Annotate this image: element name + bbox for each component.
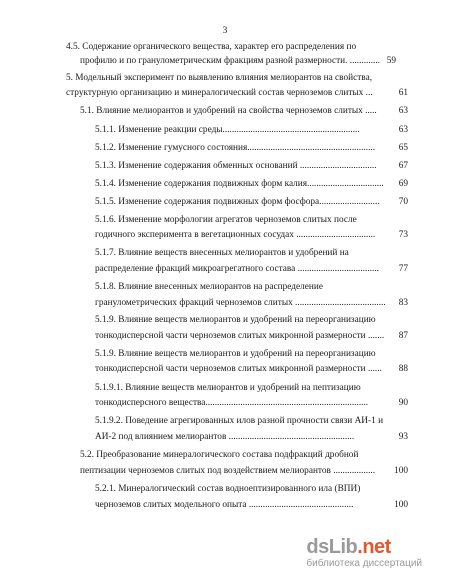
toc-line: 5.1.3. Изменение содержания обменных оснований ................................. 67 [95, 161, 408, 171]
toc-line: тонкодисперсного вещества...................................................................... 90 [95, 398, 408, 408]
toc-line: тонкодисперсной части черноземов слитых микронной размерности ....... 87 [95, 331, 408, 341]
toc-line: гранулометрических фракций черноземов слитых ....................................... 83 [95, 298, 408, 308]
toc-line: 5.2.1. Минералогический состав водноептизированного ила (ВПИ) [95, 484, 361, 494]
toc-line: пептизации черноземов слитых под воздействием мелиорантов .................. 100 [80, 466, 408, 476]
toc-line: 5.1.9. Влияние веществ мелиорантов и удобрений на переорганизацию [95, 315, 376, 325]
toc-line: 5.1.1. Изменение реакции среды........................................................... 63 [95, 125, 408, 135]
watermark-logo: dsLib.net [306, 536, 391, 558]
toc-line: профилю и по гранулометрическим фракциям разной размерности. ............. 59 [80, 56, 396, 66]
toc-line: 5.1.9.2. Поведение агрегированных илов разной прочности связи АИ-1 и [95, 416, 384, 426]
toc-line: 5. Модельный эксперимент по выявлению влияния мелиорантов на свойства, [66, 73, 373, 83]
toc-line: 5.1.8. Влияние внесенных мелиорантов на распределение [95, 282, 323, 292]
toc-line: 5.2. Преобразование минералогического состава подфракций дробной [80, 450, 359, 460]
toc-line: черноземов слитых модельного опыта ............................................. 100 [95, 500, 408, 510]
toc-line: 5.1. Влияние мелиорантов и удобрений на свойства черноземов слитых ..... 63 [80, 106, 408, 116]
toc-line: распределение фракций микроагрегатного состава ................................... 77 [95, 264, 408, 274]
watermark-subtitle: библиотека диссертаций [306, 558, 422, 569]
toc-line: 5.1.6. Изменение морфологии агрегатов черноземов слитых после [95, 215, 357, 225]
toc-line: АИ-2 под влиянием мелиорантов ...................................................... 93 [95, 432, 408, 442]
toc-line: тонкодисперсной части черноземов слитых микронной размерности ...... 88 [95, 364, 408, 374]
toc-line: 5.1.7. Влияние веществ внесенных мелиорантов и удобрений на [95, 248, 349, 258]
toc-line: 4.5. Содержание органического вещества, характер его распределения по [66, 42, 357, 52]
toc-line: 5.1.2. Изменение гумусного состояния....................................................... 65 [95, 143, 408, 153]
page-number: 3 [222, 26, 228, 36]
toc-line: 5.1.9.1. Влияние веществ мелиорантов и удобрений на пептизацию [95, 383, 361, 393]
toc-line: 5.1.4. Изменение содержания подвижных форм калия................................. 69 [95, 179, 408, 189]
toc-line: структурную организацию и минералогический состав черноземов слитых ... 61 [66, 88, 408, 98]
toc-line: 5.1.5. Изменение содержания подвижных форм фосфора.......................... 70 [95, 197, 408, 207]
toc-line: 5.1.9. Влияние веществ мелиорантов и удобрений на переорганизацию [95, 349, 376, 359]
toc-line: годичного эксперимента в вегетационных сосудах .................................. 73 [95, 230, 408, 240]
watermark [306, 536, 422, 570]
